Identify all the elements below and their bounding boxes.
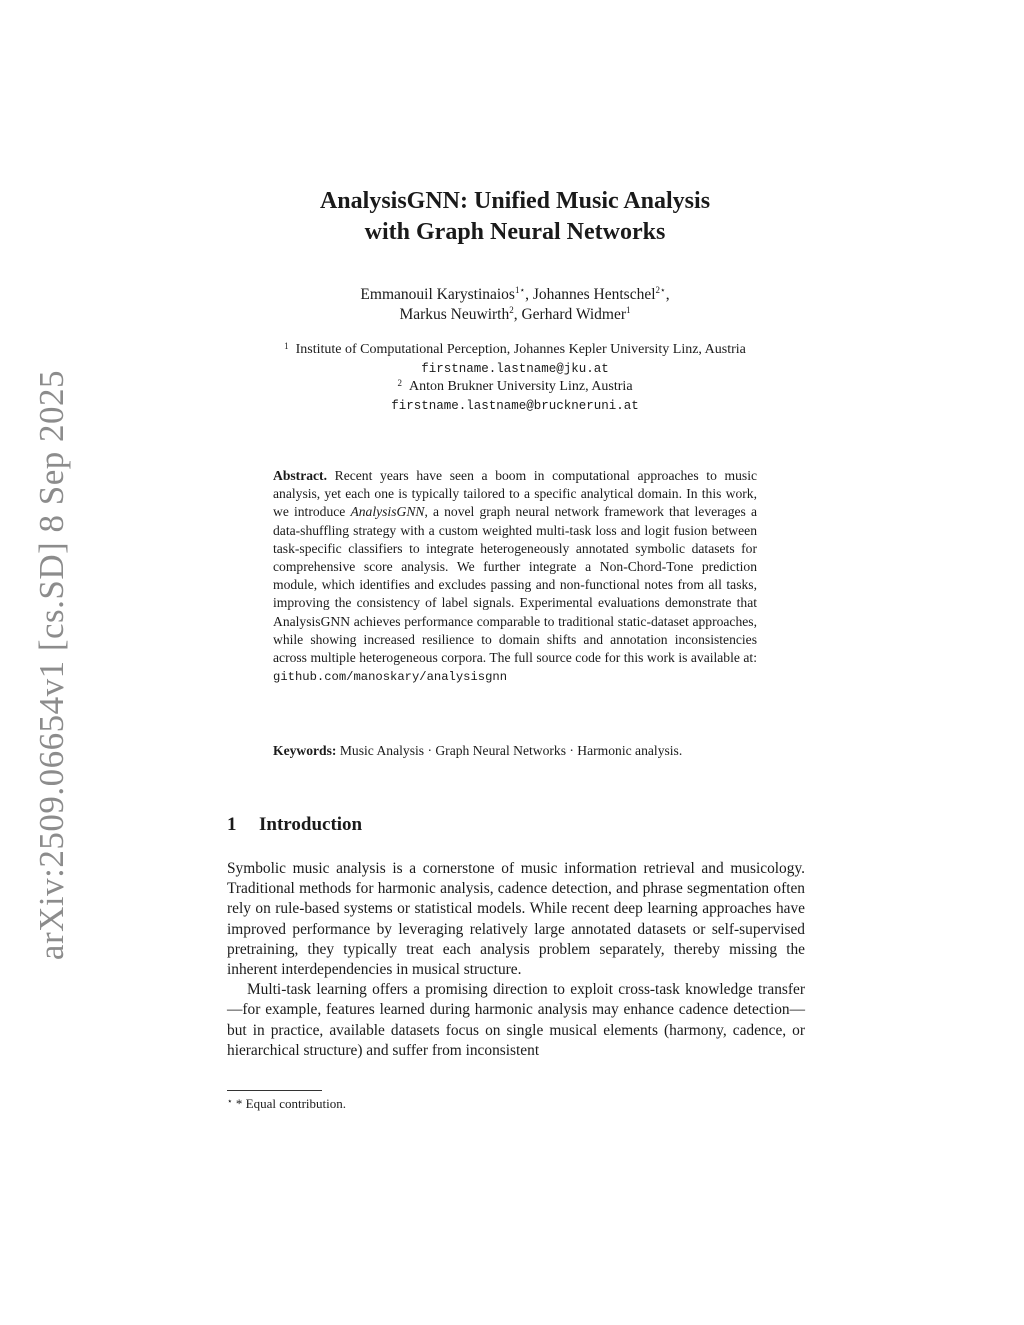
author-separator: , [665,286,670,303]
author-mark: 1⋆ [514,285,526,295]
title-line-1: AnalysisGNN: Unified Music Analysis [319,188,711,214]
author-line-1 [224,285,806,305]
abstract-text: Recent years have seen a boom in computational approaches to music analysis, yet each one is typically tailored to a specific analytical domain. In this work, we introduce [273,468,757,520]
footnote-mark: ⋆ [227,1096,233,1106]
affiliations [200,341,830,415]
author-line-2 [224,305,806,325]
affiliation-name: Institute of Computational Perception, Johannes Kepler University Linz, Austria [295,342,746,357]
body-paragraph: Symbolic music analysis is a cornerstone of music information retrieval and musicology. Traditional methods for harmonic analysis, cadence detection, and phrase segmentation often rely on rule-based systems or statistical models. While recent deep learning approaches have improved performance by leveraging relatively large annotated datasets or self-supervised pretraining, they typically treat each analysis problem separately, thereby missing the inherent interdependencies in musical structure. [227,860,805,979]
author-mark: 2⋆ [655,285,666,295]
keywords-list: Music Analysis · Graph Neural Networks · Harmonic analysis. [336,743,683,758]
author-widmer: , Gerhard Widmer [513,306,627,323]
abstract-text: , a novel graph neural network framework that leverages a data-shuffling strategy with a custom weighted multi-task loss and logit fusion between task-specific classifiers to integrate heterogeneously annotated symbolic datasets for comprehensive score analysis. We further integrate a Non-Chord-Tone prediction module, which identifies and excludes passing and non-functional notes from all tasks, improving the consistency of label signals. Experimental evaluations demonstrate that AnalysisGNN achieves performance comparable to traditional static-dataset approaches, while showing increased resilience to domain shifts and annotation inconsistencies across multiple heterogeneous corpora. The full source code for this work is available at: [273,504,757,666]
footnote-rule [227,1090,322,1091]
abstract-paragraph [273,467,757,686]
affiliation-mark: 2 [397,378,402,388]
author-karystinaios: Emmanouil Karystinaios [360,286,515,303]
section-number: 1 [227,814,237,835]
paper-title [224,186,806,248]
section-title: Introduction [259,814,363,835]
source-code-link[interactable]: github.com/manoskary/analysisgnn [273,670,508,685]
affiliation-2 [200,378,830,397]
affiliation-email[interactable]: firstname.lastname@bruckneruni.at [391,398,639,413]
abstract [273,467,757,686]
body-paragraph: Multi-task learning offers a promising direction to exploit cross-task knowledge transfer—for example, features learned during harmonic analysis may enhance cadence detection—but in practice, available datasets focus on single musical elements (harmony, cadence, or hierarchical structure) and suffer from inconsistent [227,981,805,1059]
footnote [227,1096,346,1112]
author-mark: 2 [509,305,514,315]
keywords [273,742,757,760]
author-hentschel: , Johannes Hentschel [525,286,656,303]
author-mark: 1 [626,305,631,315]
arxiv-identifier-stamp: arXiv:2509.06654v1 [cs.SD] 8 Sep 2025 [32,369,71,961]
affiliation-1 [200,341,830,360]
author-list [224,285,806,325]
introduction-body [227,859,805,1061]
affiliation-name: Anton Brukner University Linz, Austria [408,379,633,394]
author-neuwirth: Markus Neuwirth [399,306,510,323]
section-heading [227,814,362,836]
affiliation-email[interactable]: firstname.lastname@jku.at [421,361,609,376]
abstract-label: Abstract. [273,468,327,483]
keywords-label: Keywords: [273,743,337,758]
affiliation-mark: 1 [284,341,289,351]
method-name: AnalysisGNN [350,504,425,520]
footnote-text: * Equal contribution. [232,1096,347,1111]
title-line-2: with Graph Neural Networks [364,219,666,245]
